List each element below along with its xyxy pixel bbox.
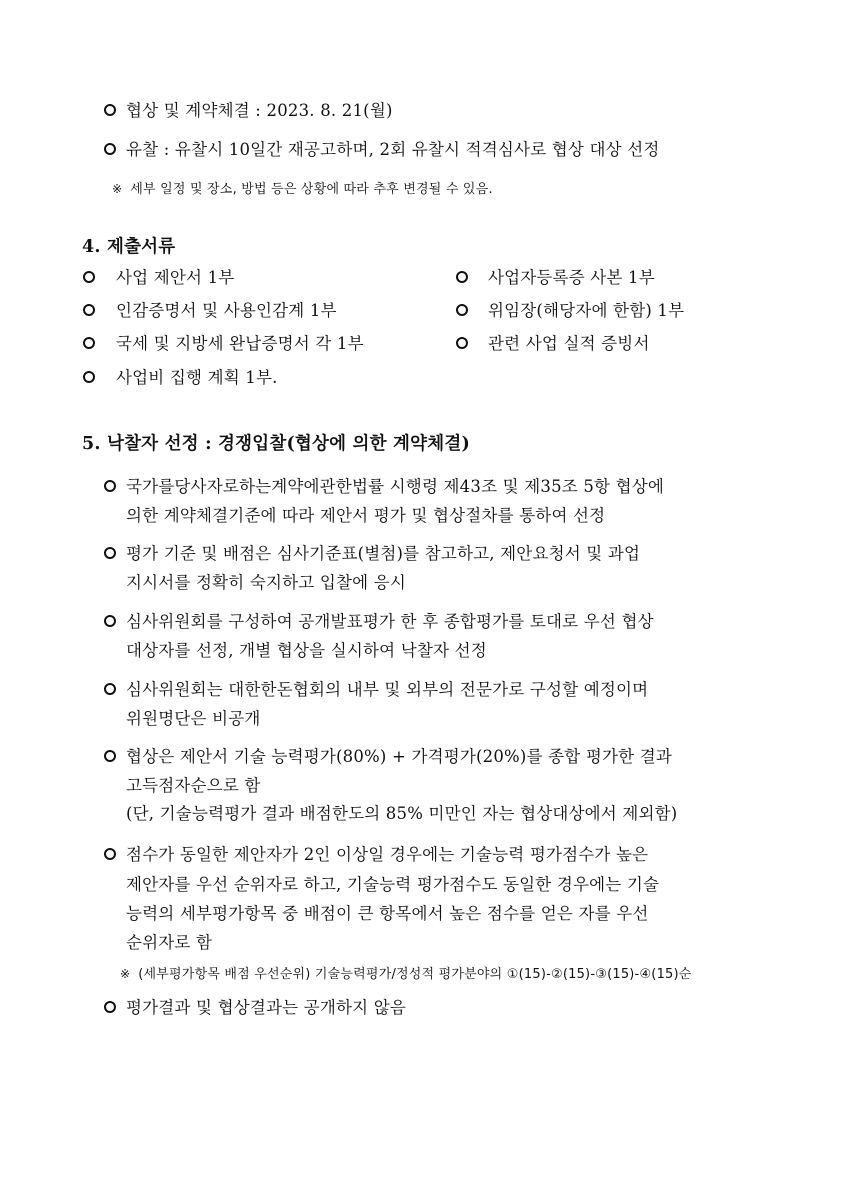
- doc-item: 사업 제안서 1부: [116, 268, 235, 287]
- criteria-line: 고득점자순으로 함: [126, 776, 261, 795]
- schedule-note-text: 세부 일정 및 장소, 방법 등은 상황에 따라 추후 변경될 수 있음.: [130, 182, 493, 197]
- bullet-icon: [456, 304, 468, 316]
- criteria-line: 위원명단은 비공개: [126, 709, 261, 728]
- section-4-title: 4. 제출서류: [82, 237, 176, 257]
- schedule-note: [112, 178, 493, 197]
- priority-note-text: (세부평가항목 배점 우선순위) 기술능력평가/정성적 평가분야의 ①(15)-②(15)-③(15)-④(15)순: [138, 967, 692, 982]
- doc-item: 사업비 집행 계획 1부.: [116, 368, 278, 387]
- doc-item: 인감증명서 및 사용인감계 1부: [116, 301, 337, 320]
- criteria-line: (단, 기술능력평가 결과 배점한도의 85% 미만인 자는 협상대상에서 제외함): [126, 804, 678, 823]
- criteria-line: 대상자를 선정, 개별 협상을 실시하여 낙찰자 선정: [126, 641, 487, 660]
- criteria-line: 의한 계약체결기준에 따라 제안서 평가 및 협상절차를 통하여 선정: [126, 506, 606, 525]
- doc-item: 국세 및 지방세 완납증명서 각 1부: [116, 334, 364, 353]
- bullet-icon: [83, 337, 95, 349]
- criteria-line: 평가 기준 및 배점은 심사기준표(별첨)를 참고하고, 제안요청서 및 과업: [126, 544, 641, 563]
- bullet-icon: [456, 337, 468, 349]
- criteria-line: 순위자로 함: [126, 933, 213, 952]
- criteria-line: 점수가 동일한 제안자가 2인 이상일 경우에는 기술능력 평가점수가 높은: [126, 845, 649, 864]
- criteria-line: 협상은 제안서 기술 능력평가(80%) + 가격평가(20%)를 종합 평가한 결과: [126, 747, 673, 766]
- criteria-line: 평가결과 및 협상결과는 공개하지 않음: [126, 998, 407, 1017]
- bullet-icon: [456, 271, 468, 283]
- criteria-line: 능력의 세부평가항목 중 배점이 큰 항목에서 높은 점수를 얻은 자를 우선: [126, 904, 649, 923]
- criteria-line: 심사위원회는 대한한돈협회의 내부 및 외부의 전문가로 구성할 예정이며: [126, 680, 649, 699]
- note-mark: ※: [120, 967, 131, 981]
- doc-item: 위임장(해당자에 한함) 1부: [488, 301, 685, 320]
- criteria-line: 제안자를 우선 순위자로 하고, 기술능력 평가점수도 동일한 경우에는 기술: [126, 875, 660, 894]
- bullet-icon: [83, 304, 95, 316]
- criteria-line: 국가를당사자로하는계약에관한법률 시행령 제43조 및 제35조 5항 협상에: [126, 477, 665, 496]
- bullet-icon: [104, 848, 116, 860]
- doc-item: 사업자등록증 사본 1부: [488, 268, 655, 287]
- criteria-line: 지시서를 정확히 숙지하고 입찰에 응시: [126, 573, 407, 592]
- bullet-icon: [104, 547, 116, 559]
- bullet-icon: [104, 1001, 116, 1013]
- bullet-icon: [104, 480, 116, 492]
- bullet-icon: [83, 371, 95, 383]
- bullet-icon: [104, 615, 116, 627]
- bullet-icon: [83, 271, 95, 283]
- bullet-icon: [104, 750, 116, 762]
- note-mark: ※: [112, 182, 123, 196]
- criteria-line: 심사위원회를 구성하여 공개발표평가 한 후 종합평가를 토대로 우선 협상: [126, 612, 654, 631]
- bullet-icon: [104, 683, 116, 695]
- schedule-failed-bid: 유찰 : 유찰시 10일간 재공고하며, 2회 유찰시 적격심사로 협상 대상 선정: [126, 140, 660, 159]
- section-5-title: 5. 낙찰자 선정 : 경쟁입찰(협상에 의한 계약체결): [82, 434, 470, 454]
- doc-item: 관련 사업 실적 증빙서: [488, 334, 650, 353]
- schedule-negotiation: 협상 및 계약체결 : 2023. 8. 21(월): [126, 101, 393, 120]
- priority-note: [120, 963, 692, 982]
- bullet-icon: [104, 104, 116, 116]
- bullet-icon: [104, 143, 116, 155]
